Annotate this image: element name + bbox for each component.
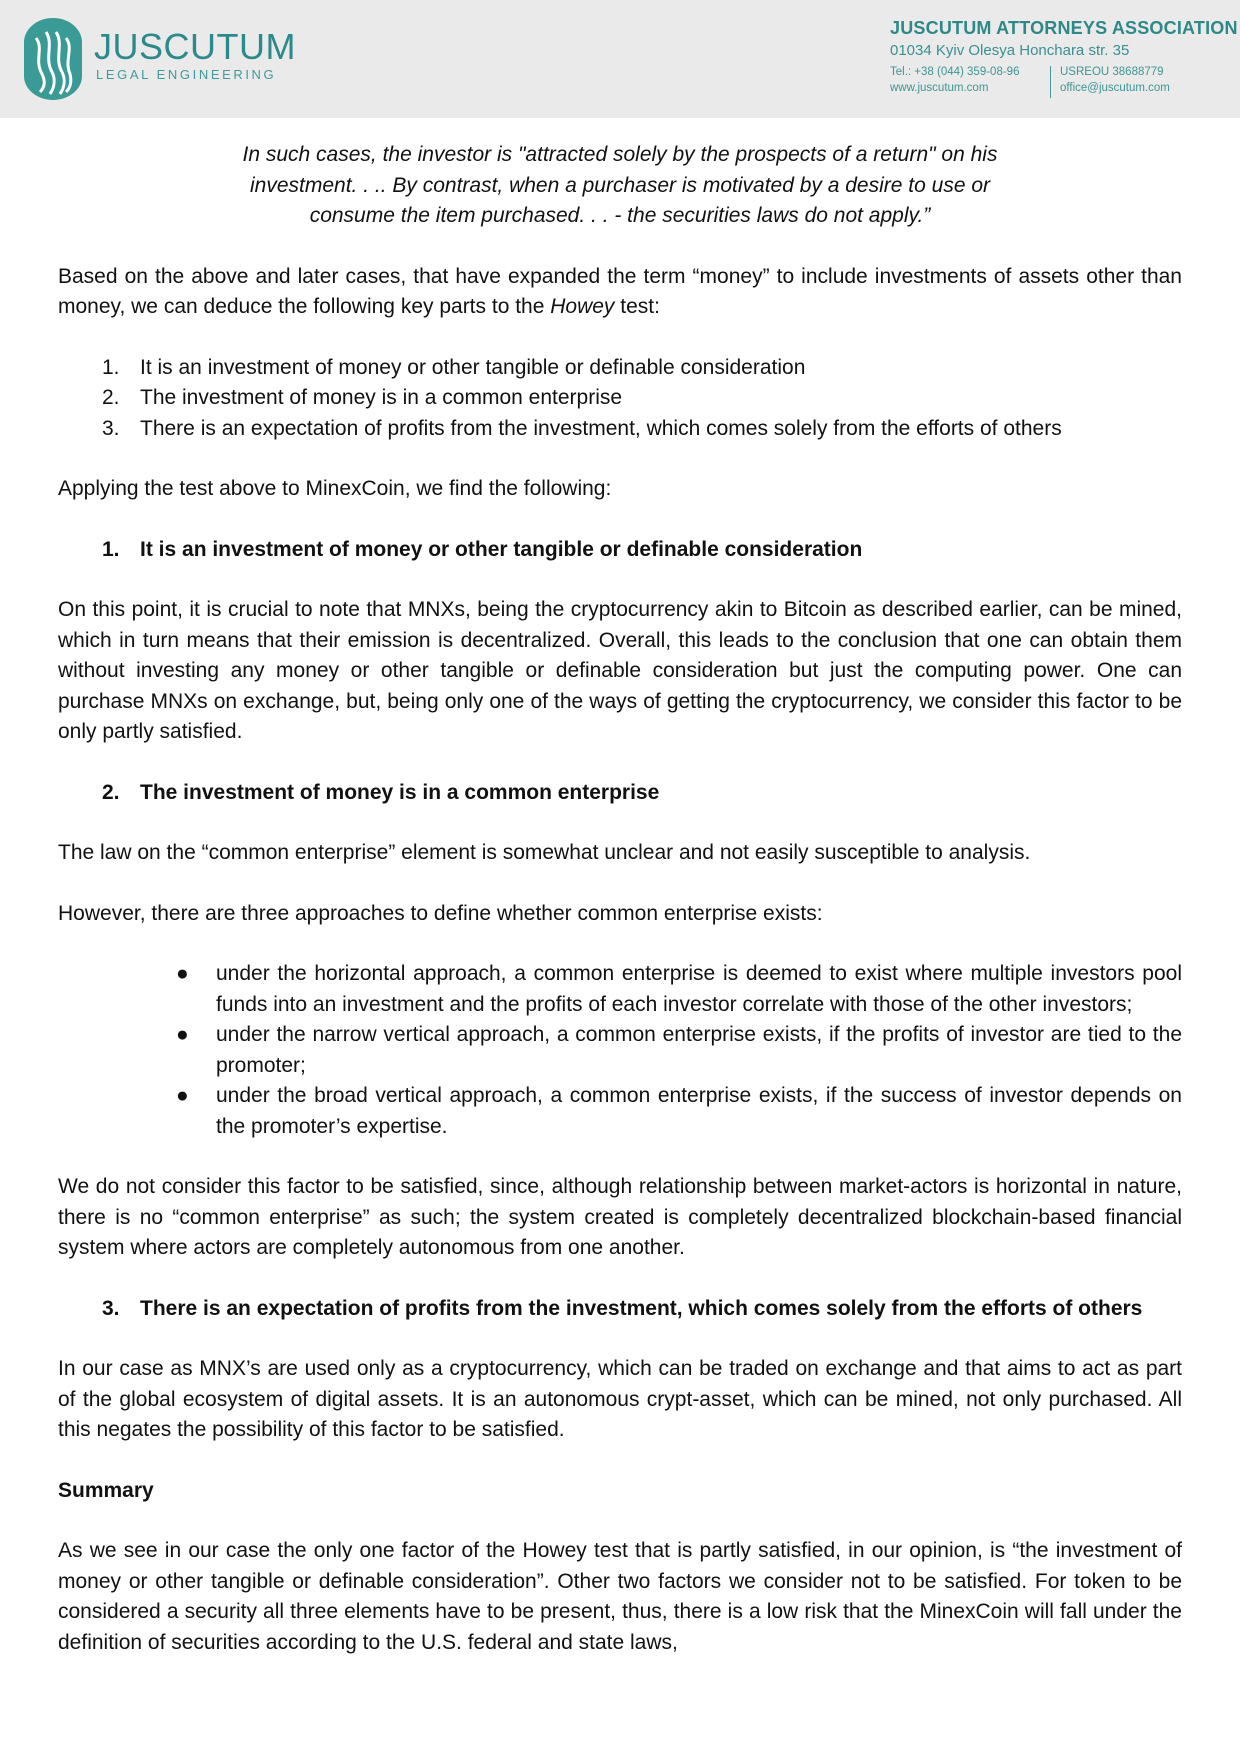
point-2-heading: 2. The investment of money is in a common enterprise <box>102 780 660 804</box>
bullet-icon: ● <box>176 962 189 985</box>
approaches-list <box>58 959 1182 1142</box>
point-3-heading: 3. There is an expectation of profits from the investment, which comes solely from the efforts of others <box>102 1296 1143 1320</box>
letterhead <box>0 0 1240 118</box>
point-2-conclusion: We do not consider this factor to be satisfied, since, although relationship between market-actors is horizontal in nature, there is no “common enterprise” as such; the system created is completely decentralized blockchain-based financial system where actors are completely autonomous from one another. <box>58 1175 1182 1259</box>
point-3-paragraph: In our case as MNX’s are used only as a cryptocurrency, which can be traded on exchange and that aims to act as part of the global ecosystem of digital assets. It is an autonomous crypt-asset, which can be mined, not only purchased. All this negates the possibility of this factor to be satisfied. <box>58 1357 1182 1441</box>
logo-subtitle: LEGAL ENGINEERING <box>96 67 277 82</box>
list-item: 1. It is an investment of money or other tangible or definable consideration <box>102 355 806 379</box>
contact-divider <box>1050 66 1051 98</box>
document-body <box>58 140 1182 1658</box>
bullet-icon: ● <box>176 1023 189 1046</box>
applying-paragraph: Applying the test above to MinexCoin, we find the following: <box>58 477 612 500</box>
firm-email[interactable]: office@juscutum.com <box>1060 82 1170 94</box>
bullet-icon: ● <box>176 1084 189 1107</box>
summary-paragraph: As we see in our case the only one factor of the Howey test that is partly satisfied, in our opinion, is “the investment of money or other tangible or definable consideration”. Other two factors we consider not to be satisfied. For token to be considered a security all three elements have to be present, thus, there is a low risk that the MinexCoin will fall under the definition of securities according to the U.S. federal and state laws, <box>58 1539 1182 1654</box>
case-quote: In such cases, the investor is "attracted solely by the prospects of a return" on his investment. . .. By contrast, when a purchaser is motivated by a desire to use or consume the item purchased. . . - the securities laws do not apply.” <box>242 143 998 227</box>
approaches-intro: However, there are three approaches to define whether common enterprise exists: <box>58 901 823 925</box>
summary-heading: Summary <box>58 1478 154 1502</box>
list-item: 3. There is an expectation of profits from the investment, which comes solely from the efforts of others <box>102 416 1062 440</box>
list-item: ● under the horizontal approach, a common enterprise is deemed to exist where multiple investors pool funds into an investment and the profits of each investor correlate with those of the other investors; <box>58 959 1182 1020</box>
firm-website[interactable]: www.juscutum.com <box>890 82 989 94</box>
list-item: ● under the narrow vertical approach, a common enterprise exists, if the profits of investor are tied to the promoter; <box>58 1020 1182 1081</box>
point-1-paragraph: On this point, it is crucial to note that MNXs, being the cryptocurrency akin to Bitcoin as described earlier, can be mined, which in turn means that their emission is decentralized. Overall, this leads to the conclusion that one can obtain them without investing any money or other tangible or definable consideration but just the computing power. One can purchase MNXs on exchange, but, being only one of the ways of getting the cryptocurrency, we consider this factor to be only partly satisfied. <box>58 598 1182 743</box>
firm-usreou: USREOU 38688779 <box>1060 66 1164 78</box>
contact-right <box>1060 64 1170 96</box>
list-item: 2. The investment of money is in a common enterprise <box>102 386 623 409</box>
list-item: ● under the broad vertical approach, a common enterprise exists, if the success of investor depends on the promoter’s expertise. <box>58 1081 1182 1142</box>
firm-telephone: Tel.: +38 (044) 359-08-96 <box>890 66 1020 78</box>
howey-emphasis: Howey <box>550 295 615 318</box>
firm-name: JUSCUTUM ATTORNEYS ASSOCIATION <box>890 18 1238 38</box>
logo-name: JUSCUTUM <box>94 26 296 67</box>
contact-left <box>890 64 1019 96</box>
juscutum-logo-icon <box>22 16 84 102</box>
point-2-paragraph: The law on the “common enterprise” element is somewhat unclear and not easily susceptible to analysis. <box>58 841 1031 864</box>
point-1-heading: 1. It is an investment of money or other tangible or definable consideration <box>102 537 863 561</box>
key-parts-list <box>58 353 1182 445</box>
firm-address: 01034 Kyiv Olesya Honchara str. 35 <box>890 42 1130 59</box>
intro-paragraph: Based on the above and later cases, that have expanded the term “money” to include investments of assets other than money, we can deduce the following key parts to the Howey test: <box>58 264 1182 318</box>
